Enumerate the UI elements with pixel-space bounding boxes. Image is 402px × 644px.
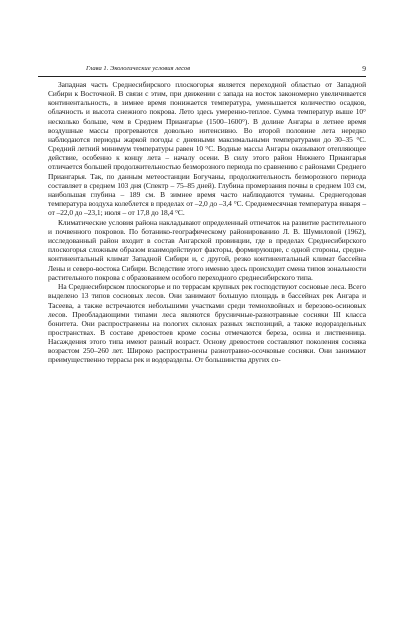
header-rule	[38, 76, 366, 77]
paragraph-vegetation-zoning: Климатические условия района накладывают определенный отпечаток на развитие растительного и почвенного покровов. По ботанико-географическому районированию Л. В. Шумиловой (1962), исследованный район входит в состав Ангарской провинции, где в пределах Среднесибирского плоскогорья сложным образом взаимодействуют факторы, формирующие, с одной стороны, средне-континентальный климат Западной Сибири и, с другой, резко континентальный климат бассейна Лены и северо-востока Сибири. Вследствие этого именно здесь происходит смена типов зональности растительного покрова с образованием особого переходного среднесибирского типа.	[48, 217, 366, 282]
page-header	[38, 64, 366, 78]
body-text	[48, 80, 366, 365]
chapter-title: Глава 1. Экологические условия лесов	[86, 65, 191, 72]
page-number: 9	[362, 64, 366, 73]
paragraph-climate: Западная часть Среднесибирского плоскогорья является переходной областью от Западной Сибири к Восточной. В связи с этим, при движении с запада на восток закономерно увеличивается континентальность, в зимнее время понижается температура, уменьшается количество осадков, облачность и высота снежного покрова. Лето здесь умеренно-теплое. Сумма температур выше 10° несколько больше, чем в Среднем Приангарье (1500–1600°). В долине Ангары в летнее время воздушные массы прогреваются довольно интенсивно. Во второй половине лета нередко наблюдаются периоды жаркой погоды с дневными максимальными температурами до 30–35 °С. Средний летний минимум температуры равен 10 °С. Водные массы Ангары оказывают отепляющее действие, особенно к концу лета – началу осени. В силу этого район Нижнего Приангарья отличается большей продолжительностью безморозного периода по сравнению с районами Среднего Приангарья. Так, по данным метеостанции Богучаны, продолжительность безморозного периода составляет в среднем 103 дня (Спектр – 75–85 дней). Глубина промерзания почвы в среднем 103 см, наибольшая глубина – 189 см. В зимнее время часто наблюдаются туманы. Среднегодовая температура воздуха колеблется в пределах от –2,0 до –3,4 °С. Среднемесячная температура января – от –22,0 до –23,1; июля – от 17,8 до 18,4 °С.	[48, 80, 366, 218]
paragraph-pine-forests: На Среднесибирском плоскогорье и по террасам крупных рек господствуют сосновые леса. Всего выделено 13 типов сосновых лесов. Они занимают большую площадь в бассейнах рек Ангара и Тасеева, а также встречаются небольшими участками среди темнохвойных и березово-осиновых лесов. Преобладающими типами леса являются брусничные-разнотравные сосняки III класса бонитета. Они распространены на пологих склонах разных экспозиций, а также водораздельных пространствах. В составе древостоев кроме сосны отмечаются береза, осина и лиственница. Насаждения этого типа имеют разный возраст. Основу древостоев составляют поколения сосняка возрастом 250–260 лет. Широко распространены разнотравно-осочковые сосняки. Они занимают преимущественно террасы рек и водоразделы. От большинства других со-	[48, 282, 366, 365]
